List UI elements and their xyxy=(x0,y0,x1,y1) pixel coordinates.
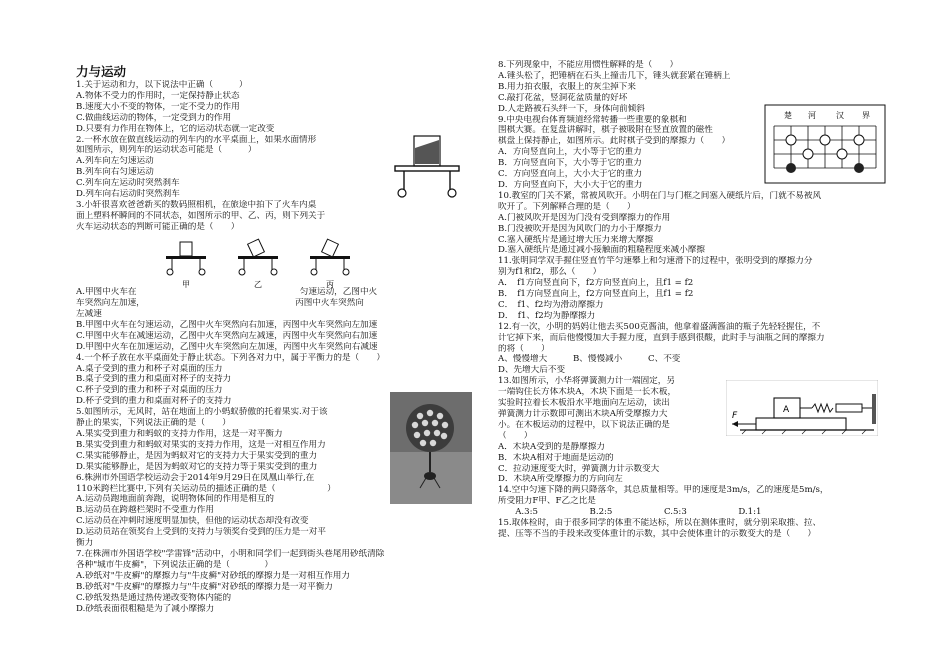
question-line: 10.教室的门关不紧，常被风吹开。小明在门与门框之间塞入硬纸片后，门就不易被风 xyxy=(498,190,822,201)
question-line: C．方向竖直向上，大小大于它的重力 xyxy=(498,169,643,180)
question-line: B．方向竖直向下，大小等于它的重力 xyxy=(498,158,642,169)
question-line: 如图所示，则列车的运动状态可能是（ ） xyxy=(76,145,257,156)
question-line: 衡力 xyxy=(76,538,94,549)
question-line: D.甲图中火车在加速运动，乙图中火车突然向左加速，丙图中火车突然向右减速 xyxy=(76,341,378,352)
board-label-chu: 楚 xyxy=(784,111,792,120)
question-line: C.杯子受到的重力和杯子对桌面的压力 xyxy=(76,385,223,396)
question-line: D.杯子受到的重力和桌面对杯子的支持力 xyxy=(76,396,232,407)
chess-board-figure xyxy=(764,104,886,184)
question-line: D.列车向右运动时突然刹车 xyxy=(76,189,180,200)
question-line: 7.在株洲市外国语学校"学雷锋"活动中，小明和同学们一起到街头巷尾用砂纸清除 xyxy=(76,548,385,559)
train-table-yi xyxy=(238,239,278,275)
question-line: B.桌子受到的重力和桌面对杯子的支持力 xyxy=(76,374,232,385)
board-label-han: 汉 xyxy=(836,111,844,120)
question-line: 棋盘上保持静止，如图所示。此时棋子受到的摩擦力（ ） xyxy=(498,136,731,147)
question-line: 4.一个杯子放在水平桌面处于静止状态。下列各对力中，属于平衡力的是（ ） xyxy=(76,352,385,363)
question-line: B.速度大小不变的物体，一定不受力的作用 xyxy=(76,101,240,112)
water-cup-table-figure xyxy=(392,130,462,200)
spring-scale-block-figure xyxy=(726,380,878,436)
question-line: C.做曲线运动的物体，一定受到力的作用 xyxy=(76,112,232,123)
question-line: D.塞入硬纸片是通过减小接触面的粗糙程度来减小摩擦 xyxy=(498,245,705,256)
question-line: B．木块A相对于地面是运动的 xyxy=(498,452,614,463)
question-line: 左减速 xyxy=(76,309,102,320)
question-line: 9.中央电视台体育频道经常转播一些重要的象棋和 xyxy=(498,114,687,125)
question-line: D.果实能够静止，是因为蚂蚁对它的支持力等于果实受到的重力 xyxy=(76,461,318,472)
question-line: D．方向竖直向下，大小大于它的重力 xyxy=(498,179,643,190)
question-line: C．拉动速度变大时，弹簧测力计示数变大 xyxy=(498,463,660,474)
question-line: 一端钩住长方体木块A，木块下面是一长木板， xyxy=(498,387,677,398)
question-line: 110米跨栏比赛中,下列有关运动员的描述正确的是（ ） xyxy=(76,483,336,494)
train-table-bing xyxy=(310,239,350,275)
question-line: D．木块A所受摩擦力的方向向左 xyxy=(498,474,623,485)
question-line: 2.一杯水放在做直线运动的列车内的水平桌面上，如果水面情形 xyxy=(76,134,317,145)
question-line: 静止的果实，下列说法正确的是（ ） xyxy=(76,418,231,429)
question-line: 别为f1和f2，那么（ ） xyxy=(498,267,602,278)
question-line: C.敲打花盆，竖洞花盆质量的好坏 xyxy=(498,92,628,103)
question-line: 6.株洲市外国语学校运动会于2014年9月29日在凤凰山举行,在 xyxy=(76,472,315,483)
question-line: A、慢慢增大 B、慢慢减小 C、不变 xyxy=(498,354,681,365)
board-label-jie: 界 xyxy=(862,111,870,120)
question-line: 12.有一次，小明的妈妈让他去买500克酱油，他拿着盛满酱油的瓶子先轻轻握住，不 xyxy=(498,321,821,332)
force-label-f: F xyxy=(732,411,738,421)
question-line: B． f1方向竖直向上，f2方向竖直向上，且f1 = f2 xyxy=(498,289,694,300)
question-line: B.用力拍衣服，衣服上的灰尘掉下来 xyxy=(498,81,636,92)
question-line: 各种"城市牛皮癣"，下列说法正确的是（ ） xyxy=(76,559,273,570)
question-line: A.物体不受力的作用时，一定保持静止状态 xyxy=(76,90,240,101)
question-line: 实验时拉着长木板沿水平地面向左运动，读出 xyxy=(498,398,670,409)
question-line: 车突然向左加速， 丙图中火车突然向 xyxy=(76,298,364,309)
question-line: 3.小轩很喜欢爸爸新买的数码照相机，在旅途中拍下了火车内桌 xyxy=(76,199,317,210)
question-line: D． f1、f2均为静摩擦力 xyxy=(498,310,596,321)
train-cups-figure xyxy=(160,232,370,290)
question-line: 1.关于运动和力，以下说法中正确（ ） xyxy=(76,80,248,90)
question-line: A.果实受到重力和蚂蚁的支持力作用，这是一对平衡力 xyxy=(76,429,283,439)
question-line: 8.下列现象中，不能应用惯性解释的是（ ） xyxy=(498,60,679,70)
question-line: 11.张明同学双手握住竖直竹竿匀速攀上和匀速滑下的过程中，张明受到的摩擦力分 xyxy=(498,256,813,267)
question-line: B.门没被吹开是因为风吹门的力小于摩擦力 xyxy=(498,223,662,234)
question-line: 面上塑料杯瞬间的不同状态，如图所示的甲、乙、丙，则下列关于 xyxy=(76,210,326,221)
label-yi: 乙 xyxy=(254,280,262,289)
board-label-he: 河 xyxy=(808,111,816,120)
question-line: B.砂纸对"牛皮癣"的摩擦力与"牛皮癣"对砂纸的摩擦力是一对平衡力 xyxy=(76,581,333,592)
page-title: 力与运动 xyxy=(76,64,127,79)
label-bing: 丙 xyxy=(326,280,334,289)
question-line: 弹簧测力计示数即可测出木块A所受摩擦力大 xyxy=(498,409,668,419)
question-line: 火车运动状态的判断可能正确的是（ ） xyxy=(76,221,240,232)
question-line: C.果实能够静止，是因为蚂蚁对它的支持力大于果实受到的重力 xyxy=(76,450,318,461)
question-line: D.人走路被石头绊一下，身体向前倾斜 xyxy=(498,103,645,114)
question-line: B.甲图中火车在匀速运动，乙图中火车突然向右加速，丙图中火车突然向左加速 xyxy=(76,319,378,330)
question-line: C.列车向左运动时突然刹车 xyxy=(76,178,180,189)
question-line: 计它掉下来，而后他慢慢加大手握力度，直到手感到很酸，此时手与油瓶之间的摩擦力 xyxy=(498,332,825,343)
question-line: D.运动员站在领奖台上受到的支持力与领奖台受到的压力是一对平 xyxy=(76,527,326,538)
question-line: 围棋大赛。在复盘讲解时，棋子被吸附在竖直放置的磁性 xyxy=(498,125,713,136)
question-line: 5.如图所示，无风时，站在地面上的小蚂蚁骄傲的托着果实.对于该 xyxy=(76,407,328,418)
label-jia: 甲 xyxy=(182,280,190,289)
question-line: B.运动员在跨越栏架时不受重力作用 xyxy=(76,505,214,516)
question-line: A.3:5 B.2:5 C.5:3 D.1:1 xyxy=(498,507,762,518)
question-line: D.砂纸表面很粗糙是为了减小摩擦力 xyxy=(76,603,215,614)
question-line: 14.空中匀速下降的两只降落伞，其总质量相等。甲的速度是3m/s，乙的速度是5m/s， xyxy=(498,485,829,496)
train-table-jia xyxy=(166,242,206,275)
question-line: B.列车向右匀速运动 xyxy=(76,167,154,178)
question-line: A.砂纸对"牛皮癣"的摩擦力与"牛皮癣"对砂纸的摩擦力是一对相互作用力 xyxy=(76,570,350,581)
question-line: C.塞入硬纸片是通过增大压力来增大摩擦 xyxy=(498,234,654,245)
question-line: A.门被风吹开是因为门没有受到摩擦力的作用 xyxy=(498,212,671,223)
question-line: A.锤头松了，把锤柄在石头上撞击几下，锤头就套紧在锤柄上 xyxy=(498,70,731,81)
question-line: A.桌子受到的重力和杯子对桌面的压力 xyxy=(76,363,223,374)
question-line: A.甲图中火车在 匀速运动，乙图中火 xyxy=(76,287,378,298)
question-line: C.砂纸发热是通过热传递改变物体内能的 xyxy=(76,592,232,603)
question-line: D、先增大后不变 xyxy=(498,365,566,376)
question-line: C.运动员在冲刺时速度明显加快，但他的运动状态却没有改变 xyxy=(76,516,309,527)
question-line: 13.如图所示，小华将弹簧测力计一端固定，另 xyxy=(498,376,675,387)
question-line: C． f1、f2均为滑动摩擦力 xyxy=(498,299,604,310)
question-line: 15.取体检时，由于很多同学的体重不能达标，所以在测体重时，就分别采取推、拉、 xyxy=(498,518,822,529)
question-line: D.只要有力作用在物体上，它的运动状态就一定改变 xyxy=(76,123,275,134)
question-line: 提、压等不当的手段来改变体重计的示数，其中会使体重计的示数变大的是（ ） xyxy=(498,528,816,539)
question-line: 的将（ ） xyxy=(498,343,550,354)
question-line: A.运动员跑地面前奔跑，说明物体间的作用是相互的 xyxy=(76,494,275,505)
question-line: A.列车向左匀速运动 xyxy=(76,156,154,167)
question-line: 吹开了。下列解释合理的是（ ） xyxy=(498,201,636,212)
question-line: A．木块A受到的是静摩擦力 xyxy=(498,441,605,452)
question-line: A．方向竖直向上，大小等于它的重力 xyxy=(498,147,642,158)
question-line: （ ） xyxy=(498,430,533,441)
question-line: B.果实受到重力和蚂蚁对果实的支持力作用，这是一对相互作用力 xyxy=(76,439,326,450)
block-label-a: A xyxy=(783,405,790,415)
question-line: 小。在木板运动的过程中，以下说法正确的是 xyxy=(498,419,670,430)
question-line: 所受阻力F甲、F乙之比是 xyxy=(498,496,596,507)
question-line: A． f1方向竖直向下，f2方向竖直向上，且f1 = f2 xyxy=(498,278,694,289)
question-line: C.甲图中火车在减速运动，乙图中火车突然向左减速，丙图中火车突然向右加速 xyxy=(76,330,378,341)
ant-fruit-photo xyxy=(390,392,472,504)
